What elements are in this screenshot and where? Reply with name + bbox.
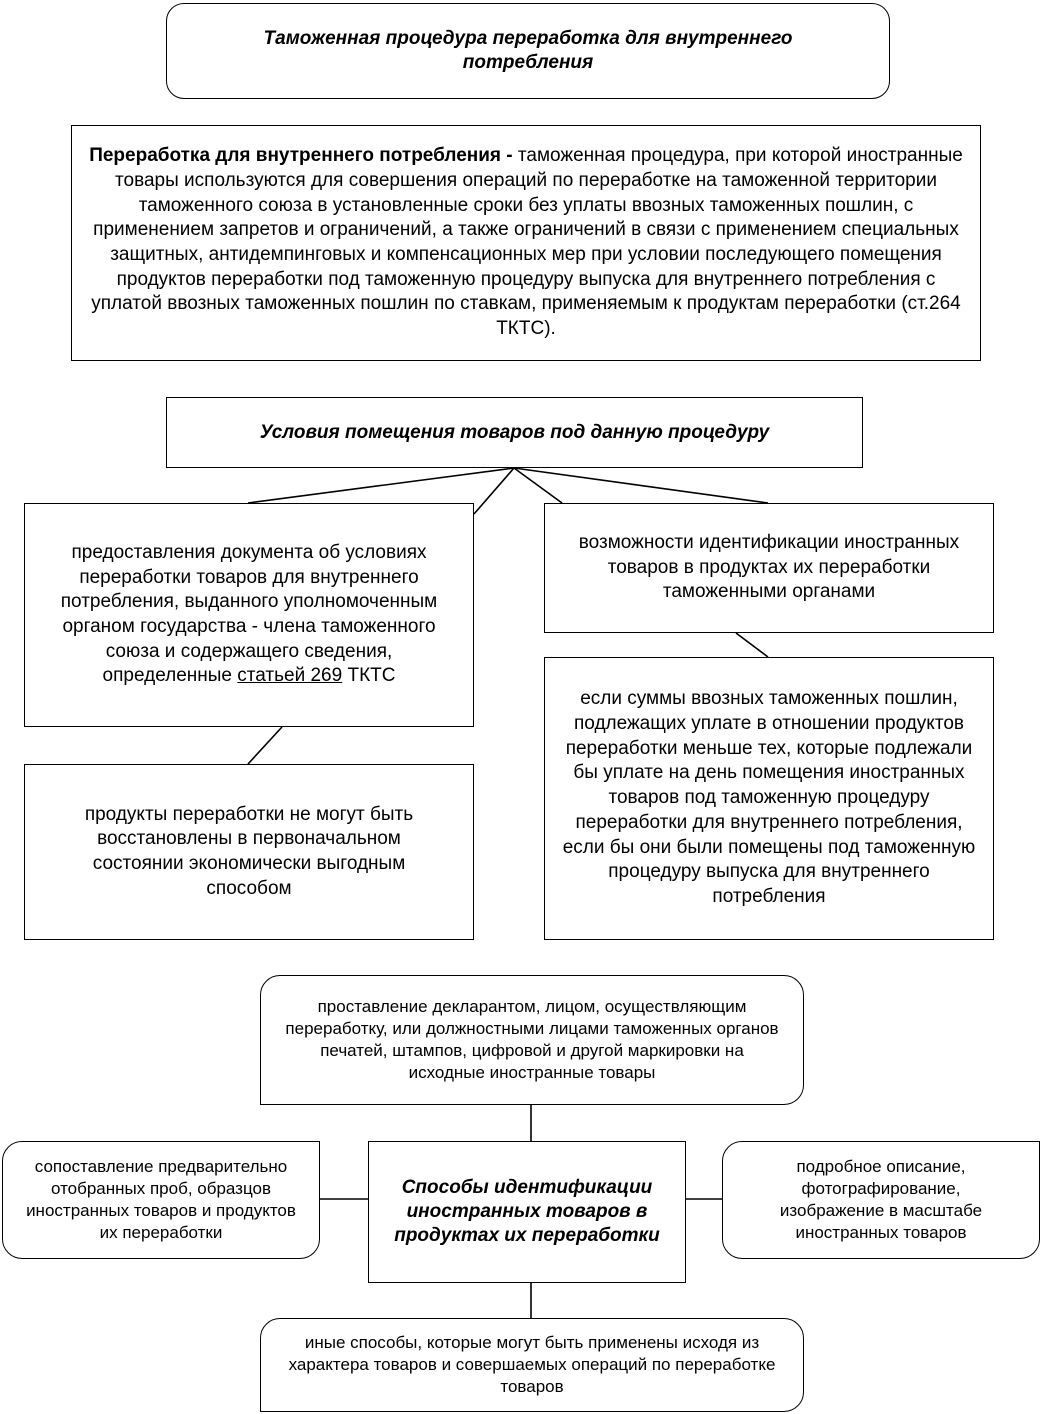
conditions-title: Условия помещения товаров под данную процедуру [259,421,770,443]
definition-box [71,125,981,361]
condition-duties-box [544,657,994,940]
method-description-box [722,1141,1040,1259]
method-other-text: иные способы, которые могут быть применены исходя из характера товаров и совершаемых операций по переработке товаров [288,1332,776,1397]
article-269-link[interactable]: статьей 269 [237,665,343,687]
methods-title: Способы идентификации иностранных товаров в продуктах их переработки [394,1177,660,1246]
connector-document-restore [248,727,282,764]
condition-restore-box [24,764,474,940]
method-description-text: подробное описание, фотографирование, изображение в масштабе иностранных товаров [779,1156,983,1243]
condition-document-box [24,503,474,727]
connector-conditions-right [514,468,768,503]
method-marking-box [260,975,804,1105]
procedure-title: Таможенная процедура переработка для внутреннего потребления [263,28,793,73]
condition-document-text: предоставления документа об условиях переработки товаров для внутреннего потребления, выданного уполномоченным органом государства - члена таможенного союза и содержащего сведения, определенные статьей 269 ТКТС [60,541,438,687]
method-samples-text: сопоставление предварительно отобранных проб, образцов иностранных товаров и продуктов их переработки [26,1156,296,1243]
condition-identification-text: возможности идентификации иностранных товаров в продуктах их переработки таможенными органами [578,531,960,603]
methods-title-box [368,1141,686,1283]
definition-text: таможенная процедура, при которой иностранные товары используются для совершения операций по переработке на таможенной территории таможенного союза в установленные сроки без уплаты ввозных таможенных пошлин, с применением запретов и ограничений, а также ограничений в связи с применением специальных защитных, антидемпинговых и компенсационных мер при условии последующего помещения продуктов переработки под таможенную процедуру выпуска для внутреннего потребления с уплатой ввозных таможенных пошлин по ставкам, применяемым к продуктам переработки (ст.264 ТКТС). [91,145,963,340]
condition-duties-text: если суммы ввозных таможенных пошлин, подлежащих уплате в отношении продуктов переработки меньше тех, которые подлежали бы уплате на день помещения иностранных товаров под таможенную процедуру переработки для внутреннего потребления, если бы они были помещены под таможенную процедуру выпуска для внутреннего потребления [562,688,976,907]
connector-conditions-left [248,468,514,503]
condition-identification-box [544,503,994,633]
method-marking-text: проставление декларантом, лицом, осуществляющим переработку, или должностными лицами таможенных органов печатей, штампов, цифровой и другой маркировки на исходные иностранные товары [285,996,779,1083]
definition-term: Переработка для внутреннего потребления - [89,145,513,167]
connector-identification-duties [736,633,768,657]
procedure-title-box [166,3,890,99]
conditions-title-box [166,397,863,468]
connector-conditions-middle [474,468,514,514]
method-other-box [260,1318,804,1412]
definition-paragraph [88,144,964,342]
condition-restore-text: продукты переработки не могут быть восстановлены в первоначальном состоянии экономически выгодным способом [84,803,414,899]
method-samples-box [2,1141,320,1259]
